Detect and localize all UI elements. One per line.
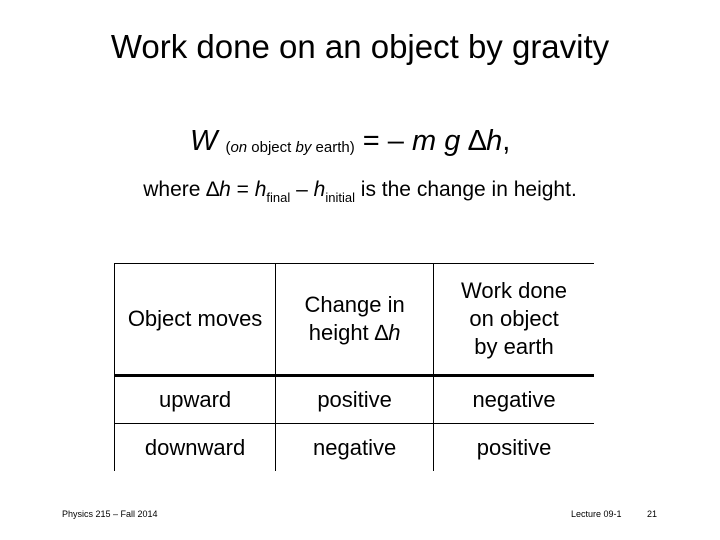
header-work-line2: on object	[469, 306, 559, 331]
table-row	[115, 424, 595, 472]
header-work-line1: Work done	[461, 278, 568, 303]
mass-symbol: m	[411, 125, 437, 157]
work-symbol: W	[190, 125, 218, 157]
work-subscript	[225, 139, 354, 156]
work-equation	[190, 125, 510, 158]
row-change-cell: negative	[276, 424, 434, 472]
table-header-row	[115, 264, 595, 376]
header-change-h: h	[388, 320, 401, 345]
footer-course: Physics 215 – Fall 2014	[62, 509, 158, 519]
def-h: h	[219, 178, 231, 201]
subscript-earth: earth)	[311, 139, 355, 156]
def-minus: –	[290, 178, 314, 201]
header-work-done	[434, 264, 594, 376]
def-h-final: h	[254, 178, 267, 201]
subscript-object: object	[247, 139, 296, 156]
def-delta: ∆	[206, 178, 220, 201]
footer-lecture: Lecture 09-1	[571, 509, 622, 519]
equation-comma: ,	[502, 125, 511, 157]
subscript-open: (	[225, 139, 231, 156]
gravity-symbol: g	[444, 125, 461, 157]
equals-minus: = –	[354, 125, 412, 157]
header-work-line3: by earth	[474, 334, 554, 359]
footer-page-number: 21	[647, 509, 658, 519]
slide-title: Work done on an object by gravity	[110, 28, 610, 65]
row-move-cell: downward	[115, 424, 276, 472]
row-work-cell: negative	[434, 376, 594, 424]
def-h-initial: h	[313, 178, 326, 201]
header-change-height-word: height	[308, 320, 375, 345]
row-change-cell: positive	[276, 376, 434, 424]
work-sign-table	[114, 263, 594, 471]
header-object-moves	[115, 264, 276, 376]
header-object-moves-text: Object moves	[127, 306, 263, 331]
subscript-by: by	[295, 139, 312, 156]
subscript-on: on	[230, 139, 248, 156]
header-change-line2	[276, 319, 433, 347]
header-change-line1: Change in	[304, 292, 405, 317]
def-initial-subscript: initial	[325, 190, 355, 205]
def-final-subscript: final	[266, 190, 291, 205]
def-where: where	[143, 178, 207, 201]
header-change-in-height	[276, 264, 434, 376]
def-equals: =	[230, 178, 255, 201]
header-change-delta: ∆	[374, 320, 389, 345]
delta-symbol: ∆	[468, 125, 487, 157]
height-definition	[0, 178, 720, 205]
table-row	[115, 376, 595, 424]
def-rest: is the change in height.	[354, 178, 577, 201]
row-move-cell: upward	[115, 376, 276, 424]
height-symbol: h	[486, 125, 503, 157]
row-work-cell: positive	[434, 424, 594, 472]
